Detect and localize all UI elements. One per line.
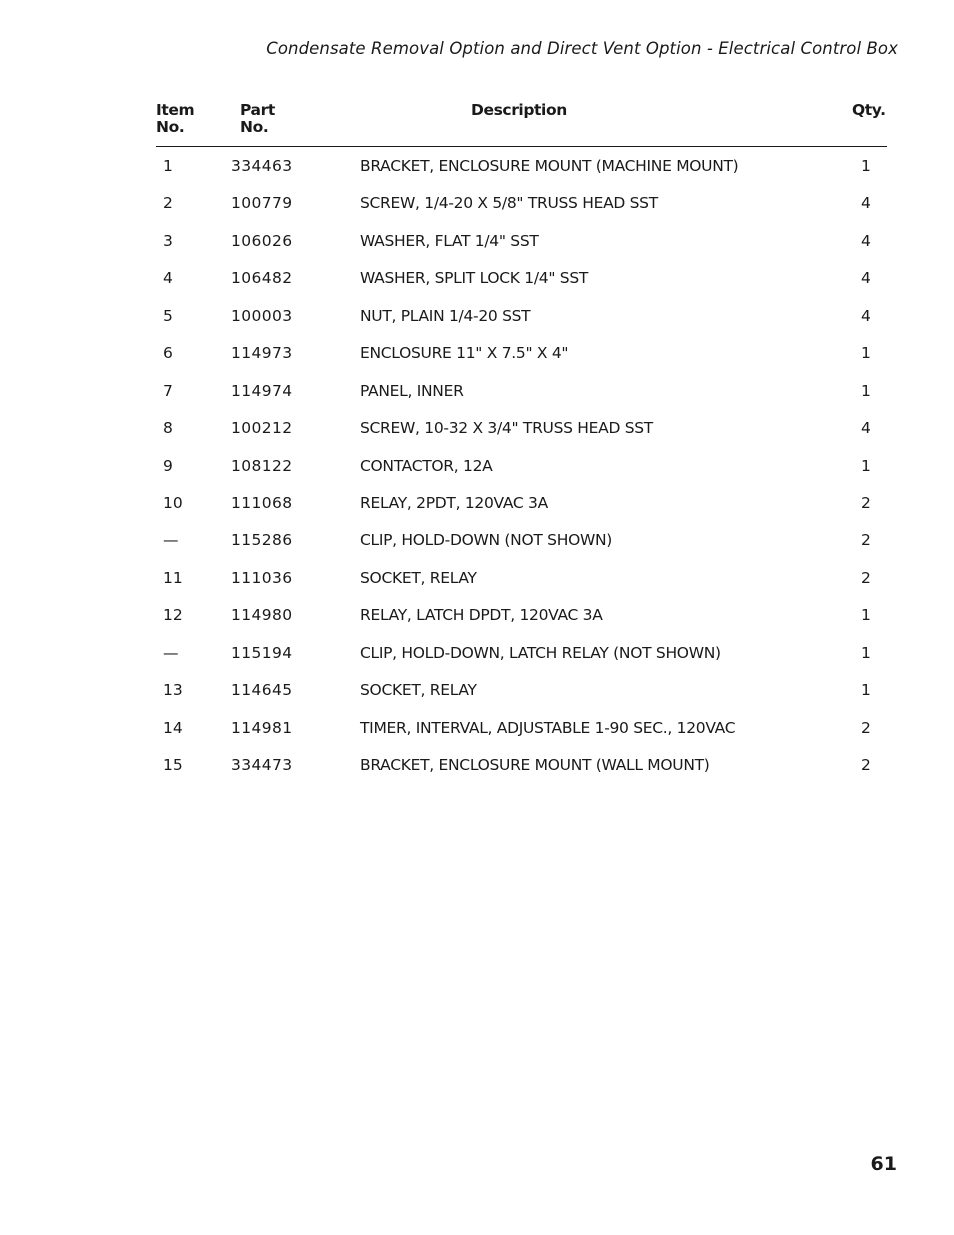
cell-item-no: 5 [163,306,173,325]
cell-part-no: 114980 [231,606,293,625]
table-row [0,373,954,410]
cell-qty: 4 [861,194,871,213]
cell-item-no: 13 [163,681,183,700]
column-header-item-line2: No. [156,118,185,136]
parts-table-body [0,148,954,784]
cell-part-no: 100212 [231,419,293,438]
cell-item-no: 14 [163,718,183,737]
cell-qty: 1 [861,456,871,475]
cell-item-no: 7 [163,381,173,400]
column-header-description: Description [471,101,567,119]
cell-description: ENCLOSURE 11" X 7.5" X 4" [360,344,569,363]
cell-qty: 1 [861,344,871,363]
cell-item-no: — [163,643,179,662]
cell-qty: 2 [861,493,871,512]
cell-item-no: 8 [163,419,173,438]
cell-part-no: 100003 [231,306,293,325]
cell-part-no: 334463 [231,157,293,175]
cell-part-no: 106026 [231,231,293,250]
cell-description: SCREW, 1/4-20 X 5/8" TRUSS HEAD SST [360,194,658,213]
running-header: Condensate Removal Option and Direct Vent Option - Electrical Control Box [266,39,898,58]
column-header-part-no [240,102,275,136]
cell-part-no: 334473 [231,756,293,774]
cell-description: BRACKET, ENCLOSURE MOUNT (WALL MOUNT) [360,756,710,774]
table-row [0,672,954,709]
cell-description: WASHER, FLAT 1/4" SST [360,231,539,250]
cell-qty: 2 [861,531,871,550]
cell-item-no: 1 [163,157,173,175]
cell-item-no: 12 [163,606,183,625]
table-row [0,260,954,297]
cell-part-no: 100779 [231,194,293,213]
table-row [0,522,954,559]
column-header-part-line1: Part [240,101,275,119]
cell-qty: 1 [861,606,871,625]
cell-qty: 1 [861,381,871,400]
column-header-item-no [156,102,194,136]
page-number: 61 [870,1153,897,1175]
cell-description: NUT, PLAIN 1/4-20 SST [360,306,531,325]
cell-qty: 4 [861,231,871,250]
cell-item-no: 9 [163,456,173,475]
table-row [0,185,954,222]
parts-table-header [0,102,954,142]
cell-item-no: 10 [163,493,183,512]
cell-description: RELAY, 2PDT, 120VAC 3A [360,493,548,512]
cell-description: PANEL, INNER [360,381,464,400]
cell-qty: 2 [861,718,871,737]
cell-description: CLIP, HOLD-DOWN, LATCH RELAY (NOT SHOWN) [360,643,721,662]
header-divider [156,146,887,147]
cell-item-no: 4 [163,269,173,288]
table-row [0,635,954,672]
cell-part-no: 111068 [231,493,293,512]
cell-item-no: — [163,531,179,550]
table-row [0,710,954,747]
cell-part-no: 111036 [231,568,293,587]
table-row [0,298,954,335]
table-row [0,148,954,185]
cell-part-no: 106482 [231,269,293,288]
table-row [0,747,954,784]
cell-qty: 2 [861,756,871,774]
table-row [0,485,954,522]
cell-part-no: 108122 [231,456,293,475]
cell-item-no: 15 [163,756,183,774]
cell-part-no: 114974 [231,381,293,400]
table-row [0,335,954,372]
cell-description: RELAY, LATCH DPDT, 120VAC 3A [360,606,603,625]
cell-qty: 4 [861,419,871,438]
cell-item-no: 3 [163,231,173,250]
table-row [0,223,954,260]
cell-qty: 2 [861,568,871,587]
cell-part-no: 114973 [231,344,293,363]
cell-part-no: 115286 [231,531,293,550]
cell-description: CLIP, HOLD-DOWN (NOT SHOWN) [360,531,613,550]
table-row [0,560,954,597]
cell-item-no: 2 [163,194,173,213]
cell-item-no: 11 [163,568,183,587]
cell-description: BRACKET, ENCLOSURE MOUNT (MACHINE MOUNT) [360,157,739,175]
cell-part-no: 114645 [231,681,293,700]
column-header-item-line1: Item [156,101,195,119]
cell-qty: 4 [861,269,871,288]
table-row [0,597,954,634]
cell-qty: 1 [861,643,871,662]
cell-qty: 1 [861,681,871,700]
cell-part-no: 115194 [231,643,293,662]
cell-description: SOCKET, RELAY [360,681,477,700]
cell-qty: 1 [861,157,871,175]
table-row [0,448,954,485]
cell-description: SOCKET, RELAY [360,568,477,587]
cell-description: CONTACTOR, 12A [360,456,493,475]
cell-item-no: 6 [163,344,173,363]
column-header-part-line2: No. [240,118,269,136]
column-header-qty: Qty. [852,101,886,119]
cell-description: SCREW, 10-32 X 3/4" TRUSS HEAD SST [360,419,653,438]
cell-description: WASHER, SPLIT LOCK 1/4" SST [360,269,589,288]
cell-part-no: 114981 [231,718,293,737]
cell-qty: 4 [861,306,871,325]
cell-description: TIMER, INTERVAL, ADJUSTABLE 1-90 SEC., 120VAC [360,718,736,737]
table-row [0,410,954,447]
